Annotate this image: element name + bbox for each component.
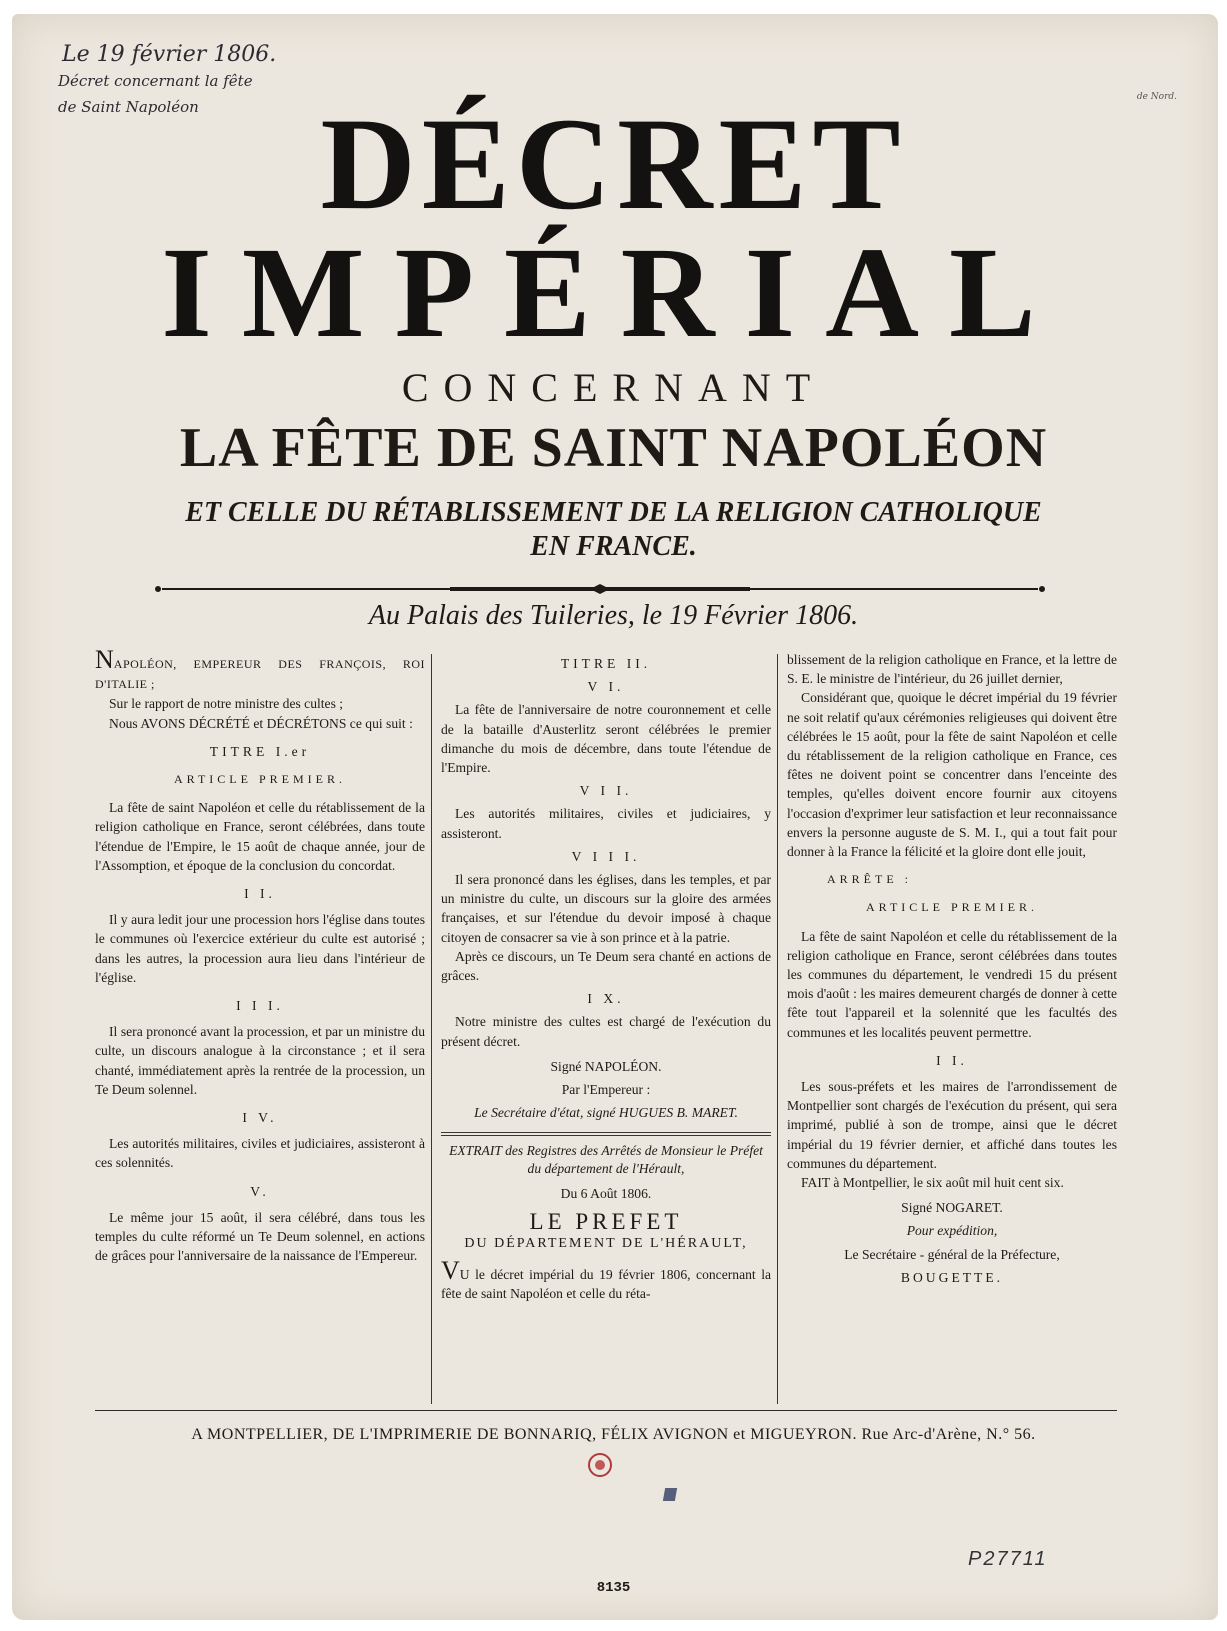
library-stamp-icon: [588, 1453, 612, 1477]
arrete-heading: ARRÊTE :: [827, 872, 912, 887]
article-text: Notre ministre des cultes est chargé de l'exécution du présent décret.: [441, 1014, 771, 1049]
secretaire-etat: Le Secrétaire d'état, signé HUGUES B. MARET.: [474, 1105, 738, 1121]
dateline: Au Palais des Tuileries, le 19 Février 1806.: [368, 600, 859, 631]
decree-preamble: NAPOLÉON, EMPEREUR DES FRANÇOIS, ROI D'ITALIE ;: [95, 645, 425, 692]
article-number: V I.: [587, 679, 625, 695]
preamble-line: Nous AVONS DÉCRÉTÉ et DÉCRÉTONS ce qui suit :: [109, 715, 413, 731]
title-imperial: IMPÉRIAL: [161, 221, 1066, 365]
double-rule: [441, 1132, 771, 1136]
fait-line: FAIT à Montpellier, le six août mil huit cent six.: [801, 1175, 1064, 1191]
article-text: Les autorités militaires, civiles et judiciaires, y assisteront.: [441, 806, 771, 841]
signature-napoleon: Signé NAPOLÉON.: [550, 1058, 662, 1074]
article-number: V I I.: [579, 783, 633, 799]
inventory-number: P27711: [968, 1548, 1048, 1570]
handwritten-note-line1: Décret concernant la fête: [58, 72, 253, 90]
sheet-number: 8135: [596, 1580, 631, 1596]
par-empereur: Par l'Empereur :: [561, 1082, 651, 1098]
article-number: I I I.: [236, 998, 284, 1014]
arrete-text: blissement de la religion catholique en France, et la lettre de S. E. le ministre de l'intérieur, du 26 juillet dernier,: [787, 652, 1117, 687]
article-text: Les autorités militaires, civiles et judiciaires, assisteront à ces solennités.: [95, 1136, 425, 1171]
article-text: Après ce discours, un Te Deum sera chanté en actions de grâces.: [441, 948, 771, 984]
article-number: I I.: [244, 886, 276, 902]
subject-heading: LA FÊTE DE SAINT NAPOLÉON: [179, 417, 1048, 479]
article-heading: ARTICLE PREMIER.: [174, 772, 346, 787]
printer-imprint: A MONTPELLIER, DE L'IMPRIMERIE DE BONNARIQ, FÉLIX AVIGNON et MIGUEYRON. Rue Arc-d'Arène, N.° 56.: [191, 1426, 1036, 1443]
article-heading: ARTICLE PREMIER.: [866, 900, 1038, 915]
article-number: I V.: [242, 1110, 278, 1126]
article-text: Il sera prononcé avant la procession, et par un ministre du culte, un discours analogue à la circonstance ; et il sera chanté, immédiatement après la rentrée de la procession, un Te Deum solennel.: [95, 1024, 425, 1097]
prefet-title: LE PREFET: [529, 1208, 683, 1234]
article-text: Il y aura ledit jour une procession hors l'église dans toutes le communes où l'exercice extérieur du culte est autorisé ; dans les autres, la procession aura lieu dans l'intérieur de l'église.: [95, 912, 425, 985]
article-number: I I.: [936, 1052, 968, 1068]
preamble-line: Sur le rapport de notre ministre des cultes ;: [109, 696, 344, 712]
handwritten-note-line2: de Saint Napoléon: [58, 98, 199, 116]
arrete-date: Du 6 Août 1806.: [560, 1186, 652, 1202]
arrete-text: La fête de saint Napoléon et celle du rétablissement de la religion catholique en France, seront célébrées dans toutes les communes du département, le vendredi 15 du présent mois d'août : les maires demeurent chargés de donner à cette fête tout l'appareil et la solennité que les facultés des communes et les localités peuvent permettre.: [787, 928, 1117, 1040]
article-text: Le même jour 15 août, il sera célébré, dans tous les temples du culte réformé un Te Deum solennel, en actions de grâces pour l'anniversaire de la naissance de l'Empereur.: [95, 1209, 425, 1264]
column-2: [441, 650, 771, 1303]
titre-heading: TITRE I.er: [209, 743, 311, 759]
vu-paragraph: VU le décret impérial du 19 février 1806, concernant la fête de saint Napoléon et celle du réta-: [441, 1255, 771, 1302]
subject-subheading: ET CELLE DU RÉTABLISSEMENT DE LA RELIGION CATHOLIQUE EN FRANCE.: [185, 497, 1042, 562]
article-text: La fête de saint Napoléon et celle du rétablissement de la religion catholique en France, seront célébrées, dans toute l'étendue de l'Empire, le 15 août de chaque année, jour de l'Assomption, et époque de la conclusion du concordat.: [95, 800, 425, 873]
article-number: V.: [250, 1183, 270, 1199]
prefet-department: DU DÉPARTEMENT DE L'HÉRAULT,: [464, 1235, 748, 1251]
column-3: [787, 650, 1117, 1287]
arrete-text: Considérant que, quoique le décret impérial du 19 février ne soit relatif qu'aux cérémonies religieuses qui doivent être célébrées le 15 août, pour la fête de saint Napoléon et celle du rétablissement de la religion catholique en France, ces fêtes ne doivent point se concentrer dans l'enceinte des temples, qu'elles doivent encore fournir aux citoyens l'occasion d'exprimer leur satisfaction et leur reconnaissance envers la personne auguste de S. M. I., qui a tout fait pour donner à la France la félicité et la gloire dont elle jouit,: [787, 690, 1117, 860]
footer-rule: [95, 1410, 1117, 1411]
secretaire-general: Le Secrétaire - général de la Préfecture,: [844, 1246, 1060, 1262]
column-divider: [431, 654, 432, 1404]
article-number: V I I I.: [571, 848, 641, 864]
article-text: La fête de l'anniversaire de notre couronnement et celle de la bataille d'Austerlitz seront célébrées le premier dimanche du mois de décembre, dans toute l'étendue de l'Empire.: [441, 702, 771, 776]
pour-expedition: Pour expédition,: [906, 1223, 998, 1239]
extrait-registres: EXTRAIT des Registres des Arrêtés de Monsieur le Préfet du département de l'Hérault,: [449, 1143, 763, 1177]
column-1: [95, 645, 425, 1265]
concernant-line: CONCERNANT: [401, 365, 826, 410]
article-text: Il sera prononcé dans les églises, dans les temples, et par un ministre du culte, un discours sur la gloire des armées françaises, et sur l'étendue du devoir imposé à chaque citoyen de consacrer sa vie à son prince et à la patrie.: [441, 872, 771, 945]
column-divider: [777, 654, 778, 1404]
signature-nogaret: Signé NOGARET.: [901, 1200, 1003, 1216]
title-decret: DÉCRET: [320, 90, 907, 237]
article-number: I X.: [587, 991, 625, 1007]
ink-mark-icon: [663, 1488, 677, 1501]
titre-heading: TITRE II.: [560, 656, 652, 671]
arrete-text: Les sous-préfets et les maires de l'arrondissement de Montpellier sont chargés de l'exécution du présent, qui sera imprimé, publié à son de trompe, ainsi que le décret impérial du 19 février dernier, et affiché dans toutes les communes du département.: [787, 1079, 1117, 1171]
corner-note: de Nord.: [1136, 92, 1177, 102]
handwritten-date: Le 19 février 1806.: [62, 42, 277, 67]
signature-bougette: BOUGETTE.: [900, 1269, 1004, 1285]
ornamental-rule: [150, 582, 1050, 596]
